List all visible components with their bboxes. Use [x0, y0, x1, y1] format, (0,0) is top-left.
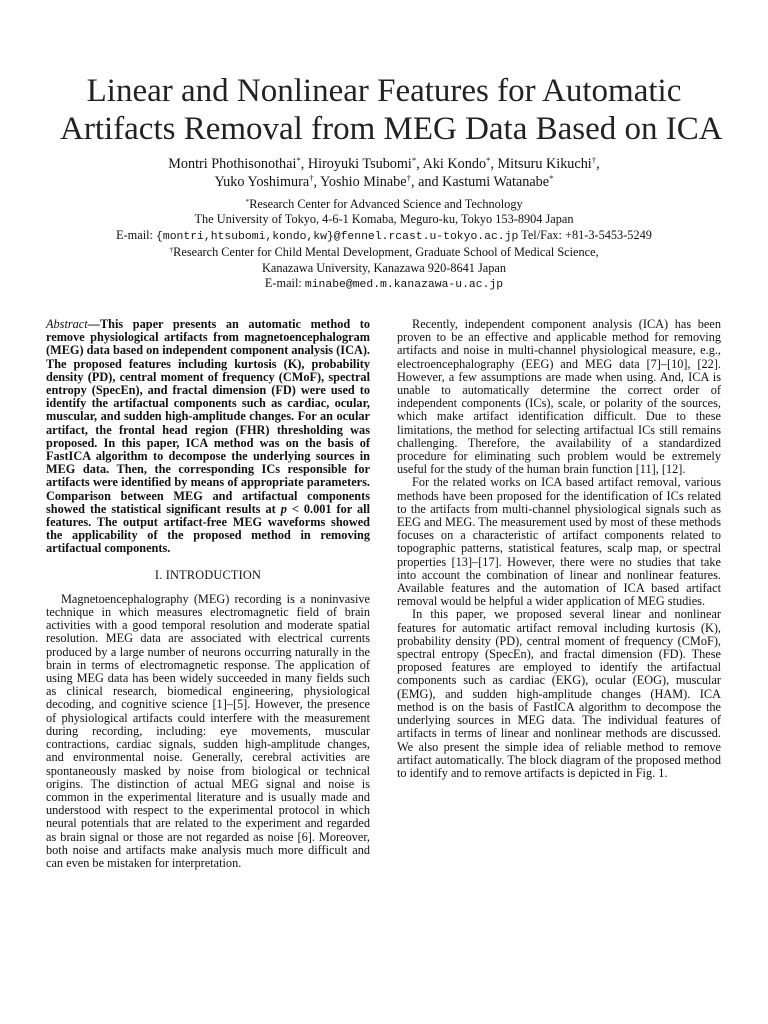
title-line-1: Linear and Nonlinear Features for Automatic — [86, 73, 682, 109]
right-column — [397, 318, 721, 780]
intro-paragraph-1: Magnetoencephalography (MEG) recording is a noninvasive technique in which measures electromagnetic field of brain activities with a good temporal resolution and moderate spatial resolution. MEG data are associated with electrical currents produced by a large number of neurons occurring naturally in the brain in terms of electromagnetic response. The application of using MEG data has been widely succeeded in many fields such as clinical research, biomedical engineering, physiological decoding, and cognitive science [1]–[5]. However, the presence of physiological artifacts could interfere with the measurement during recording, including: eye movements, muscular contractions, cardiac signals, sudden high-amplitude changes, and environmental noise. Generally, cerebral activities are spontaneously masked by noise from biological or technical origins. The distinction of actual MEG signal and noise is common in the experimental literature and is usually made and understood with respect to the experimental protocol in which neural potentials that are related to the experiment and regarded as brain signal or those are not regarded as noise [6]. Moreover, both noise and artifacts make analysis much more difficult and can even be mistaken for interpretation. — [46, 591, 370, 870]
affil-star-line-2: The University of Tokyo, 4-6-1 Komaba, Meguro-ku, Tokyo 153-8904 Japan — [194, 212, 574, 227]
author-list — [60, 156, 708, 191]
intro-paragraph-3: For the related works on ICA based artifact removal, various methods have been proposed for the identification of ICs related to the artifacts from multi-channel physiological signals such as EEG and MEG. The measurement used by most of these methods focuses on a characteristic of artifact components related to topographic patterns, statistical features, scalp map, or spectral properties [13]–[17]. However, there were no studies that take into account the combination of linear and nonlinear features. Available features and the automation of ICA based artifact removal would be helpful a wider application of MEG studies. — [397, 475, 721, 609]
affil-star-email-line: E-mail: {montri,htsubomi,kondo,kw}@fennel.rcast.u-tokyo.ac.jp Tel/Fax: +81-3-5453-5249 — [116, 227, 652, 243]
abstract-text-end: < 0.001 for all features. The output artifact-free MEG waveforms showed the applicability of the proposed method in removing artifactual components. — [46, 501, 371, 556]
email-address: minabe@med.m.kanazawa-u.ac.jp — [304, 279, 504, 292]
affil-dagger-line-2: Kanazawa University, Kanazawa 920-8641 Japan — [261, 260, 507, 275]
paper-title — [60, 72, 723, 148]
affil-mark: * — [296, 155, 301, 166]
title-line-2: Artifacts Removal from MEG Data Based on ICA — [60, 111, 723, 147]
affil-dagger-line-1: †Research Center for Child Mental Development, Graduate School of Medical Science, — [169, 245, 599, 260]
tel-fax: Tel/Fax: +81-3-5453-5249 — [518, 227, 652, 242]
author-name: Hiroyuki Tsubomi — [307, 156, 412, 172]
author-name: Mitsuru Kikuchi — [497, 156, 592, 172]
affil-mark: † — [591, 155, 597, 166]
intro-paragraph-2: Recently, independent component analysis (ICA) has been proven to be an effective and applicable method for removing artifacts and noise in multi-channel physiological measure, e.g., electroencephalography (EEG) and MEG data [7]–[10], [22]. However, a few assumptions are made when using. And, ICA is unable to automatically determine the correct order of independent components (ICs), scale, or polarity of the sources, which make artifact identification difficult. Due to these limitations, the method for selecting artifactual ICs still remains challenging. Therefore, the availability of a standardized procedure for eliminating such problem would be extremely useful for the study of the human brain function [11], [12]. — [397, 317, 721, 477]
abstract — [46, 318, 370, 556]
affil-mark: * — [486, 155, 491, 166]
affil-mark: † — [406, 172, 411, 183]
section-heading: I. INTRODUCTION — [154, 567, 262, 582]
affil-mark: † — [169, 245, 174, 255]
intro-paragraph-4: In this paper, we proposed several linear and nonlinear features for automatic artifact removal including kurtosis (K), probability density (PD), central moment of frequency (CMoF), spectral entropy (SpecEn), and fractal dimension (FD). These proposed features are employed to identify the artifactual components such as cardiac (EKG), ocular (EOG), muscular (EMG), and sudden high-amplitude changes (HAM). ICA method is on the basis of FastICA algorithm to decompose the underlying sources in MEG data. The individual features of artifacts in terms of linear and nonlinear methods are discussed. We also present the simple idea of reliable method to remove artifact automatically. The block diagram of the proposed method to identify and to remove artifacts is depicted in Fig. 1. — [397, 607, 721, 780]
affil-mark: * — [411, 155, 417, 166]
author-name: Yoshio Minabe — [320, 173, 407, 190]
author-name: Kastumi Watanabe — [442, 173, 550, 190]
p-symbol: p — [280, 501, 287, 516]
abstract-label: Abstract — [46, 317, 88, 331]
author-name: Montri Phothisonothai — [168, 156, 297, 172]
abstract-text: —This paper presents an automatic method to remove physiological artifacts from magnetoencephalogram (MEG) data based on independent component analysis (ICA). The proposed features including kurtosis (K), probability density (PD), central moment of frequency (CMoF), spectral entropy (SpecEn), and fractal dimension (FD) were used to identify the artifactual components such as cardiac, ocular, muscular, and sudden high-amplitude changes. For an ocular artifact, the frontal head region (FHR) thresholding was proposed. In this paper, ICA method was on the basis of FastICA algorithm to decompose the underlying sources in MEG data. Then, the corresponding ICs responsible for artifacts were identified by means of appropriate parameters. Comparison between MEG and artifactual components showed the statistical significant results at — [46, 317, 370, 516]
author-line-1: Montri Phothisonothai*, Hiroyuki Tsubomi*, Aki Kondo*, Mitsuru Kikuchi†, — [168, 155, 600, 172]
email-address: {montri,htsubomi,kondo,kw}@fennel.rcast.u-tokyo.ac.jp — [156, 230, 519, 243]
left-column — [46, 318, 370, 870]
author-line-2: Yuko Yoshimura†, Yoshio Minabe†, and Kastumi Watanabe* — [214, 172, 554, 190]
affil-mark: * — [245, 196, 250, 206]
author-name: Aki Kondo — [422, 156, 487, 172]
affil-dagger-email-line: E-mail: minabe@med.m.kanazawa-u.ac.jp — [264, 276, 504, 292]
affil-mark: * — [549, 172, 554, 183]
affil-star-line-1: *Research Center for Advanced Science and Technology — [245, 196, 523, 211]
affil-mark: † — [309, 172, 314, 183]
affiliations — [40, 197, 728, 293]
author-name: Yuko Yoshimura — [214, 173, 310, 190]
